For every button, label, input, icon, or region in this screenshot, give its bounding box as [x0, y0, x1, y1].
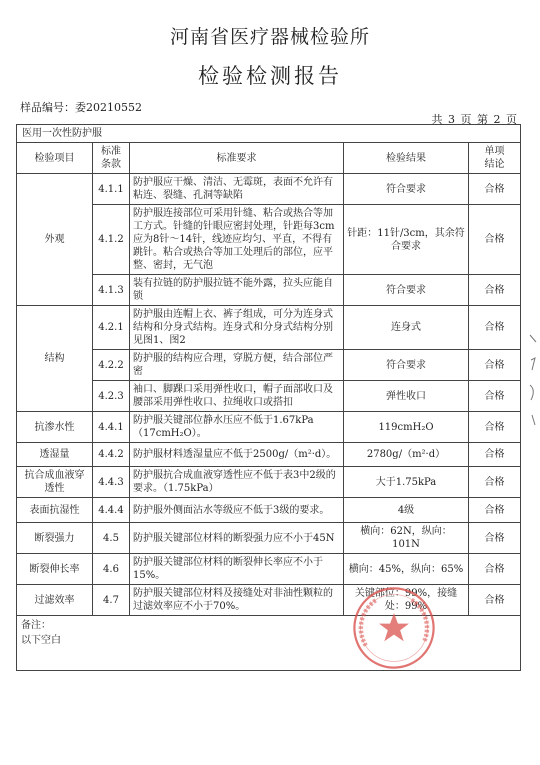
standard-clause: 4.1.1: [93, 174, 130, 205]
page-edge-artifact: [528, 330, 538, 440]
column-header: 检验项目: [17, 143, 93, 174]
table-row: [17, 350, 521, 381]
column-header: 标准要求: [130, 143, 344, 174]
requirement: 防护服关键部位静水压应不低于1.67kPa（17cmH₂O）。: [130, 412, 344, 443]
table-row: [17, 412, 521, 443]
test-result: 4级: [344, 498, 469, 523]
standard-clause: 4.2.1: [93, 306, 130, 350]
inspection-item: 断裂伸长率: [17, 554, 93, 585]
table-caption: 医用一次性防护服: [17, 125, 521, 143]
table-header-row: [17, 143, 521, 174]
standard-clause: 4.2.2: [93, 350, 130, 381]
table-row: [17, 467, 521, 498]
standard-clause: 4.7: [93, 585, 130, 616]
table-row: [17, 554, 521, 585]
table-row: [17, 205, 521, 275]
test-result: 大于1.75kPa: [344, 467, 469, 498]
conclusion: 合格: [469, 523, 521, 554]
conclusion: 合格: [469, 498, 521, 523]
test-result: 横向：45%，纵向：65%: [344, 554, 469, 585]
conclusion: 合格: [469, 205, 521, 275]
table-row: [17, 306, 521, 350]
inspection-item: 过滤效率: [17, 585, 93, 616]
conclusion: 合格: [469, 381, 521, 412]
conclusion: 合格: [469, 412, 521, 443]
requirement: 防护服抗合成血液穿透性应不低于表3中2级的要求。（1.75kPa）: [130, 467, 344, 498]
standard-clause: 4.4.2: [93, 443, 130, 467]
test-result: 关键部位：99%，接缝处：99%: [344, 585, 469, 616]
conclusion: 合格: [469, 443, 521, 467]
inspection-item: 抗渗水性: [17, 412, 93, 443]
notes-cell: [17, 616, 521, 671]
test-result: 符合要求: [344, 174, 469, 205]
requirement: 防护服连接部位可采用针缝、粘合或热合等加工方式。针缝的针眼应密封处理，针距每3cm应为8针～14针，线迹应均匀、平直，不得有跳针。粘合或热合等加工处理后的部位，应平整、密封，无气泡: [130, 205, 344, 275]
conclusion: 合格: [469, 306, 521, 350]
table-row: [17, 381, 521, 412]
standard-clause: 4.2.3: [93, 381, 130, 412]
requirement: 防护服外侧面沾水等级应不低于3级的要求。: [130, 498, 344, 523]
standard-clause: 4.6: [93, 554, 130, 585]
inspection-item: 外观: [17, 174, 93, 306]
inspection-table: [16, 124, 521, 671]
inspection-item: 断裂强力: [17, 523, 93, 554]
standard-clause: 4.4.1: [93, 412, 130, 443]
official-seal-stamp: [350, 584, 438, 672]
requirement: 防护服关键部位材料的断裂强力应不小于45N: [130, 523, 344, 554]
table-row: [17, 498, 521, 523]
notes-label: 备注：: [21, 620, 51, 631]
inspection-item: 表面抗湿性: [17, 498, 93, 523]
requirement: 防护服材料透湿量应不低于2500g/（m²·d）。: [130, 443, 344, 467]
standard-clause: 4.5: [93, 523, 130, 554]
sample-number: 样品编号：委20210552: [20, 101, 142, 114]
column-header: 标准 条款: [93, 143, 130, 174]
table-row: [17, 523, 521, 554]
requirement: 防护服关键部位材料及接缝处对非油性颗粒的过滤效率应不小于70%。: [130, 585, 344, 616]
page-info: 共 3 页 第 2 页: [431, 113, 518, 126]
conclusion: 合格: [469, 275, 521, 306]
test-result: 符合要求: [344, 275, 469, 306]
conclusion: 合格: [469, 554, 521, 585]
conclusion: 合格: [469, 174, 521, 205]
notes-text: 以下空白: [21, 635, 61, 646]
column-header: 检验结果: [344, 143, 469, 174]
standard-clause: 4.1.2: [93, 205, 130, 275]
inspection-item: 抗合成血液穿透性: [17, 467, 93, 498]
test-result: 连身式: [344, 306, 469, 350]
requirement: 防护服关键部位材料的断裂伸长率应不小于15%。: [130, 554, 344, 585]
test-result: 119cmH₂O: [344, 412, 469, 443]
table-row: [17, 275, 521, 306]
organization-name: 河南省医疗器械检验所: [169, 26, 370, 48]
requirement: 防护服由连帽上衣、裤子组成，可分为连身式结构和分身式结构。连身式和分身式结构分别见图1、图2: [130, 306, 344, 350]
requirement: 装有拉链的防护服拉链不能外露，拉头应能自锁: [130, 275, 344, 306]
inspection-item: 结构: [17, 306, 93, 412]
standard-clause: 4.4.3: [93, 467, 130, 498]
standard-clause: 4.4.4: [93, 498, 130, 523]
requirement: 防护服的结构应合理，穿脱方便，结合部位严密: [130, 350, 344, 381]
conclusion: 合格: [469, 585, 521, 616]
table-row: [17, 174, 521, 205]
test-result: 横向：62N，纵向：101N: [344, 523, 469, 554]
test-result: 2780g/（m²·d）: [344, 443, 469, 467]
inspection-item: 透湿量: [17, 443, 93, 467]
requirement: 袖口、脚踝口采用弹性收口，帽子面部收口及腰部采用弹性收口、拉绳收口或搭扣: [130, 381, 344, 412]
test-result: 弹性收口: [344, 381, 469, 412]
notes-row: [17, 616, 521, 671]
table-row: [17, 585, 521, 616]
test-result: 针距：11针/3cm，其余符合要求: [344, 205, 469, 275]
test-result: 符合要求: [344, 350, 469, 381]
requirement: 防护服应干燥、清洁、无霉斑，表面不允许有粘连、裂缝、孔洞等缺陷: [130, 174, 344, 205]
table-row: [17, 443, 521, 467]
report-title: 检验检测报告: [198, 64, 342, 88]
conclusion: 合格: [469, 350, 521, 381]
standard-clause: 4.1.3: [93, 275, 130, 306]
conclusion: 合格: [469, 467, 521, 498]
column-header: 单项 结论: [469, 143, 521, 174]
